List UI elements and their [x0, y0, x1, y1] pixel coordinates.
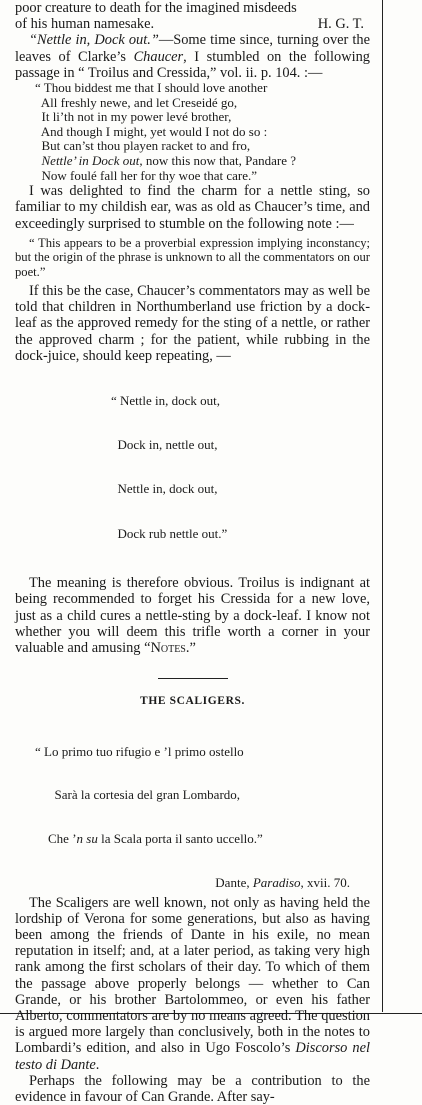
delighted-paragraph: I was delighted to find the charm for a nettle sting, so familiar to my childish ear, was as old as Chaucer’s time, and exceedingly surprised to stumble on the following note :—: [15, 183, 370, 232]
meaning-end: .”: [185, 639, 196, 656]
verse-line: Now foulé fall her for thy woe that care.”: [35, 167, 257, 183]
nettle-rhyme: [111, 364, 370, 571]
rhyme-line: Nettle in, dock out,: [111, 481, 218, 497]
scaligers-paragraph: [15, 895, 370, 1073]
column-rule-right: [382, 0, 383, 1012]
dante-line-3-start: Che ’: [35, 831, 77, 847]
chaucer-verse: [35, 81, 370, 183]
dante-line-3-rest: la Scala porta il santo uccello.”: [97, 831, 263, 847]
attrib-ref: , xvii. 70.: [300, 874, 350, 890]
intro-line-1: poor creature to death for the imagined misdeeds: [15, 0, 297, 16]
verse-italic: Nettle’ in Dock out,: [41, 152, 143, 168]
attrib-work: Paradiso: [252, 874, 301, 890]
dante-line: Sarà la cortesia del gran Lombardo,: [35, 787, 241, 803]
verse-line: And though I might, yet would I not do so :: [35, 123, 268, 139]
ifthis-paragraph: If this be the case, Chaucer’s commentators may as well be told that children in Northumberland use friction by a dock-leaf as the approved remedy for the sting of a nettle, or rather the approved charm ; for the patient, while rubbing in the dock-juice, should keep repeating, —: [15, 283, 370, 364]
dante-italic: n su: [76, 831, 98, 847]
text-column: [15, 0, 370, 1105]
verse-line: All freshly newe, and let Creseidé go,: [35, 94, 238, 110]
rhyme-line: Dock in, nettle out,: [111, 437, 218, 452]
section-heading: THE SCALIGERS.: [140, 695, 245, 708]
note-quote: “ This appears to be a proverbial expression implying inconstancy; but the origin of the phrase is unknown to all the commentators on our poet.”: [15, 235, 371, 279]
perhaps-paragraph: Perhaps the following may be a contribution to the evidence in favour of Can Grande. After say-: [15, 1072, 370, 1105]
intro-line-2: of his human namesake.: [15, 16, 155, 33]
chaucer-title: Chaucer: [133, 48, 184, 65]
rhyme-line: “ Nettle in, dock out,: [111, 392, 221, 408]
scaligers-text: The Scaligers are well known, not only as having held the lordship of Verona for some generations, but also as having been among the friends of Dante in his exile, no mean reputation in itself; and, at a later period, as taking very high rank among the first scholars of their day. To which of them the passage above properly belongs — whether to Can Grande, or his brother Bartolommeo, or even his father Alberto, commentators are by no means agreed. The question is argued more largely than conclusively, both in the notes to Lombardi’s edition, and also in Ugo Foscolo’s: [15, 894, 370, 1057]
verse-line: It li’th not in my power levé brother,: [35, 109, 232, 125]
rhyme-line: Dock rub nettle out.”: [111, 525, 228, 541]
verse-line: But can’st thou playen racket to and fro,: [35, 138, 251, 154]
notes-word: Notes: [150, 639, 186, 656]
meaning-text: The meaning is therefore obvious. Troilus is indignant at being recommended to forget his Cressida for a new love, just as a child cures a nettle-sting by a dock-leaf. I know not whether you will deem this trifle worth a corner in your valuable and amusing “: [15, 575, 370, 656]
nettle-text: —Some time since, turning over the leaves of Clarke’s: [15, 32, 371, 65]
verse-rest: now this now that, Pandare ?: [142, 152, 297, 168]
dante-line-3: [35, 832, 370, 847]
nettle-text-2: , I stumbled on the following passage in “ Troilus and Cressida,” vol. ii. p. 104. :—: [15, 48, 370, 81]
scaligers-end: .: [95, 1056, 100, 1073]
section-separator: [158, 678, 228, 679]
dante-quote: [35, 715, 370, 876]
verse-line: “ Thou biddest me that I should love another: [35, 80, 268, 96]
discorso-title: Discorso nel testo di Dante: [15, 1040, 370, 1073]
nettle-title: “Nettle in, Dock out.”: [29, 32, 159, 49]
nettle-paragraph: [15, 32, 370, 81]
attrib-name: Dante,: [215, 874, 253, 890]
dante-attribution: [15, 876, 370, 891]
dante-line: “ Lo primo tuo rifugio e ’l primo ostello: [35, 743, 244, 759]
intro-line-2-row: [15, 16, 370, 32]
verse-line: [35, 154, 370, 169]
meaning-paragraph: [15, 575, 370, 656]
signature-hgt: H. G. T.: [317, 16, 364, 33]
